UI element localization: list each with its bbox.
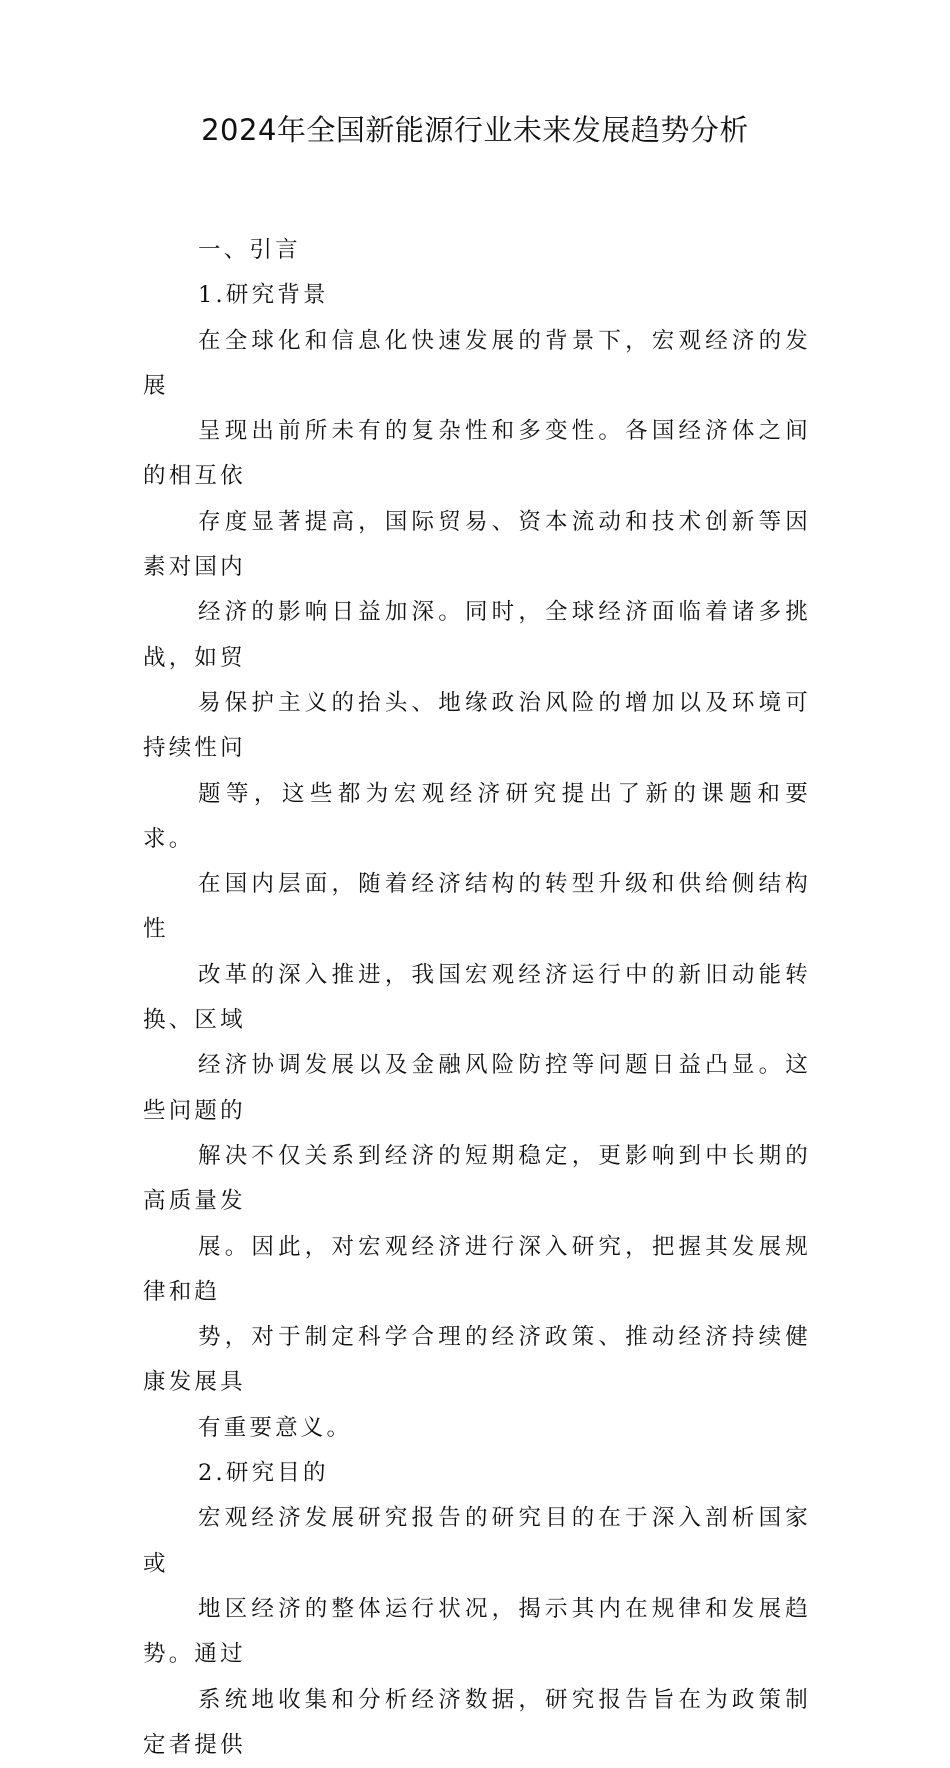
paragraph-line: 系统地收集和分析经济数据，研究报告旨在为政策制定者提供 [143, 1678, 811, 1768]
paragraph-line: 在国内层面，随着经济结构的转型升级和供给侧结构性 [143, 862, 811, 953]
paragraph-line: 解决不仅关系到经济的短期稳定，更影响到中长期的高质量发 [143, 1134, 811, 1225]
paragraph-line: 势，对于制定科学合理的经济政策、推动经济持续健康发展具 [143, 1315, 811, 1406]
paragraph-line: 经济的影响日益加深。同时，全球经济面临着诸多挑战，如贸 [143, 590, 811, 681]
section-heading-intro: 一、引言 [143, 228, 811, 273]
paragraph-background-2 [143, 862, 811, 1451]
paragraph-line: 宏观经济发展研究报告的研究目的在于深入剖析国家或 [143, 1496, 811, 1587]
paragraph-line: 地区经济的整体运行状况，揭示其内在规律和发展趋势。通过 [143, 1587, 811, 1678]
paragraph-line: 易保护主义的抬头、地缘政治风险的增加以及环境可持续性问 [143, 681, 811, 772]
subsection-heading-background: 1.研究背景 [143, 273, 811, 318]
paragraph-line: 展。因此，对宏观经济进行深入研究，把握其发展规律和趋 [143, 1225, 811, 1316]
paragraph-line: 有重要意义。 [143, 1406, 811, 1451]
paragraph-line: 呈现出前所未有的复杂性和多变性。各国经济体之间的相互依 [143, 409, 811, 500]
document-title: 2024年全国新能源行业未来发展趋势分析 [0, 108, 950, 149]
subsection-heading-purpose: 2.研究目的 [143, 1451, 811, 1496]
paragraph-purpose-1 [143, 1496, 811, 1768]
document-body [143, 228, 811, 1768]
paragraph-line: 改革的深入推进，我国宏观经济运行中的新旧动能转换、区域 [143, 953, 811, 1044]
paragraph-line: 存度显著提高，国际贸易、资本流动和技术创新等因素对国内 [143, 500, 811, 591]
paragraph-background-1 [143, 319, 811, 863]
paragraph-line: 题等，这些都为宏观经济研究提出了新的课题和要求。 [143, 772, 811, 863]
paragraph-line: 在全球化和信息化快速发展的背景下，宏观经济的发展 [143, 319, 811, 410]
paragraph-line: 经济协调发展以及金融风险防控等问题日益凸显。这些问题的 [143, 1043, 811, 1134]
